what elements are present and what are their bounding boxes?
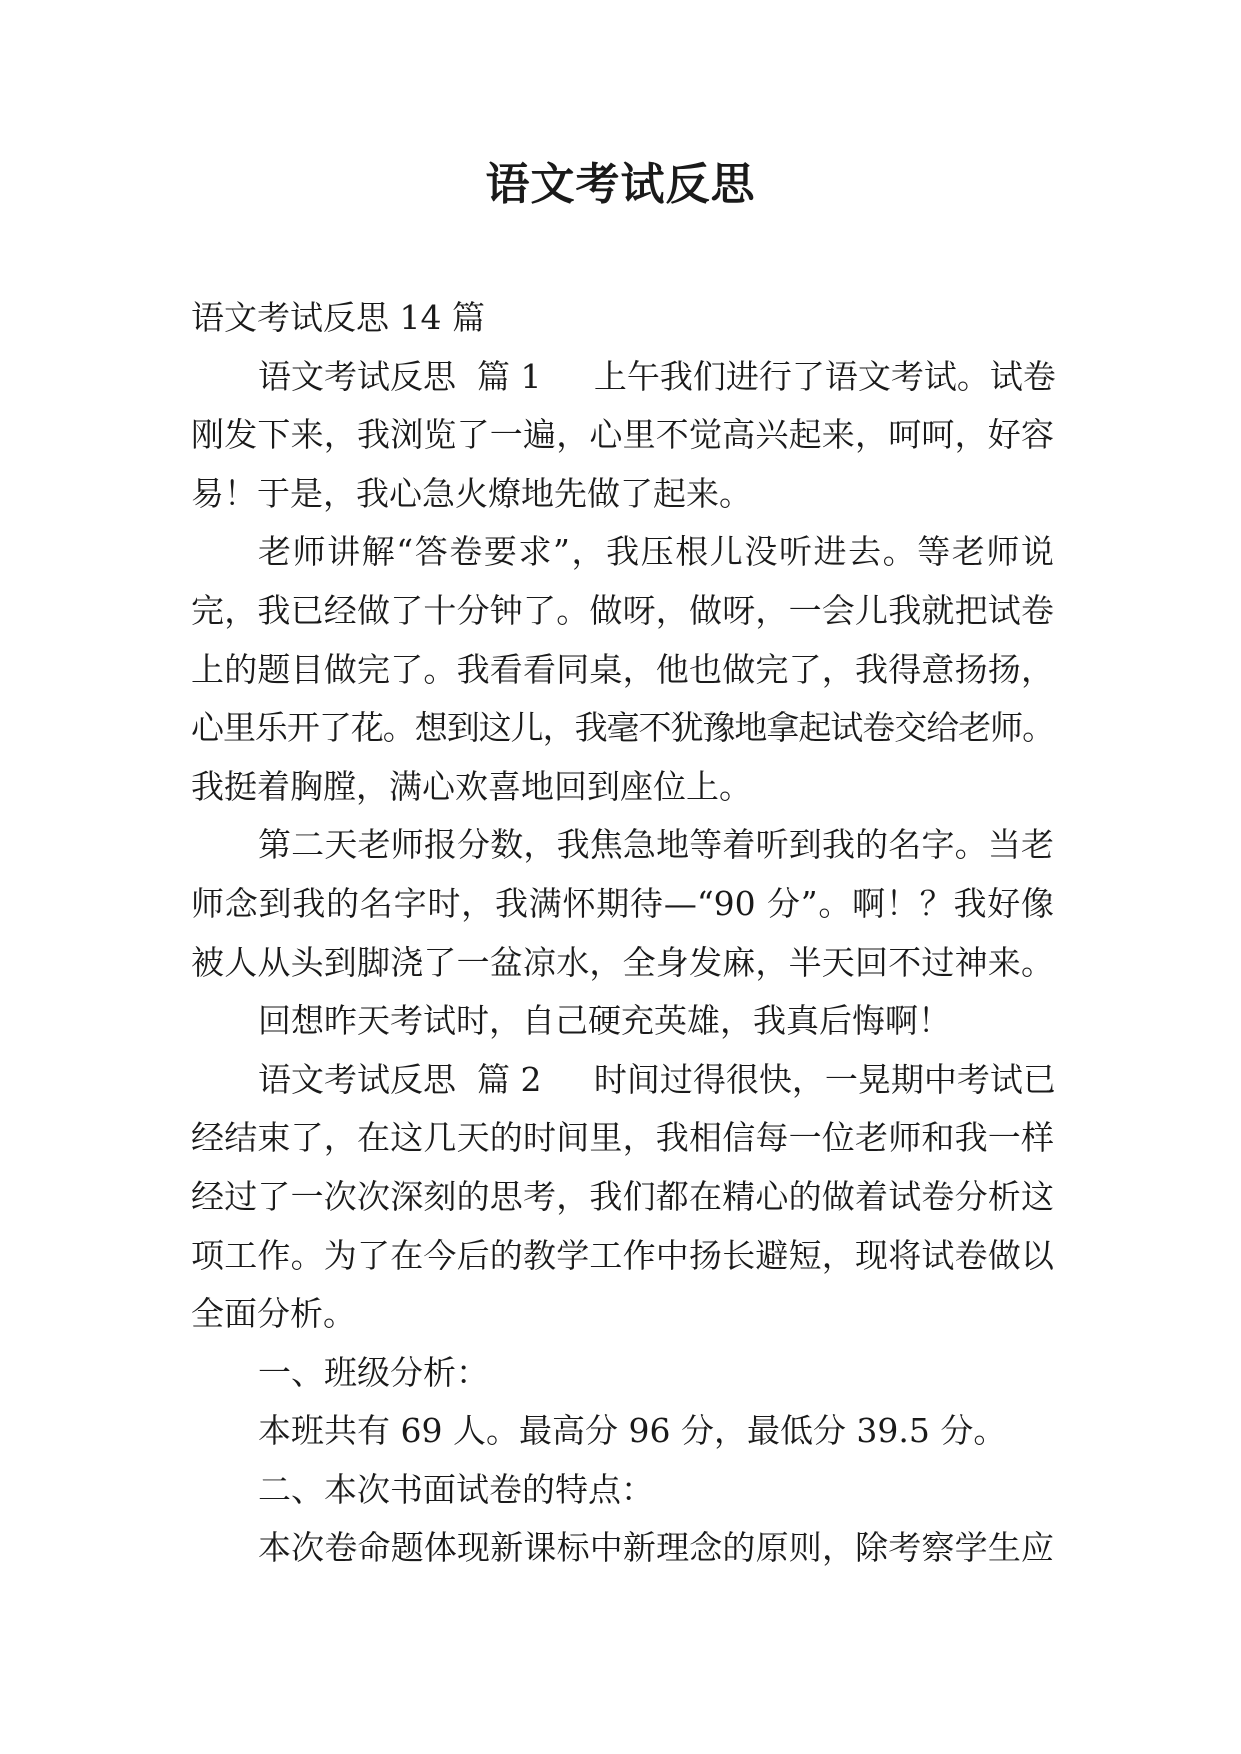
paragraph-line: 上的题目做完了。我看看同桌，他也做完了，我得意扬扬， bbox=[191, 649, 1054, 689]
section-heading: 二、本次书面试卷的特点： bbox=[258, 1469, 654, 1509]
paragraph bbox=[191, 1519, 1054, 1578]
paragraph-line: 本班共有 69 人。最高分 96 分，最低分 39.5 分。 bbox=[258, 1411, 1007, 1451]
paragraph-line: 心里乐开了花。想到这儿，我毫不犹豫地拿起试卷交给老师。 bbox=[191, 708, 1054, 748]
paragraph bbox=[191, 1344, 1054, 1403]
paragraph bbox=[191, 992, 1054, 1051]
document-title: 语文考试反思 bbox=[485, 159, 756, 210]
paragraph-line: 刚发下来，我浏览了一遍，心里不觉高兴起来，呵呵，好容 bbox=[191, 415, 1054, 455]
document-body bbox=[191, 289, 1054, 1578]
section-heading: 一、班级分析： bbox=[258, 1352, 489, 1392]
paragraph bbox=[191, 348, 1054, 524]
paragraph bbox=[191, 1051, 1054, 1344]
paragraph-line: 语文考试反思 篇 1 上午我们进行了语文考试。试卷 bbox=[258, 356, 1056, 396]
paragraph-line: 语文考试反思 篇 2 时间过得很快，一晃期中考试已 bbox=[258, 1059, 1056, 1099]
paragraph-line: 第二天老师报分数，我焦急地等着听到我的名字。当老 bbox=[258, 825, 1054, 865]
paragraph-line: 被人从头到脚浇了一盆凉水，全身发麻，半天回不过神来。 bbox=[191, 942, 1054, 982]
paragraph bbox=[191, 816, 1054, 992]
paragraph bbox=[191, 523, 1054, 816]
paragraph-line: 经过了一次次深刻的思考，我们都在精心的做着试卷分析这 bbox=[191, 1176, 1054, 1216]
paragraph-line: 老师讲解“答卷要求”，我压根儿没听进去。等老师说 bbox=[258, 532, 1054, 572]
paragraph-line: 易！于是，我心急火燎地先做了起来。 bbox=[191, 473, 752, 513]
paragraph bbox=[191, 1402, 1054, 1461]
paragraph-line: 我挺着胸膛，满心欢喜地回到座位上。 bbox=[191, 766, 752, 806]
paragraph-line: 回想昨天考试时，自己硬充英雄，我真后悔啊！ bbox=[258, 1001, 951, 1041]
paragraph-line: 师念到我的名字时，我满怀期待—“90 分”。啊！？我好像 bbox=[191, 883, 1054, 923]
paragraph-line: 全面分析。 bbox=[191, 1294, 356, 1334]
paragraph-line: 完，我已经做了十分钟了。做呀，做呀，一会儿我就把试卷 bbox=[191, 590, 1054, 630]
paragraph-line: 本次卷命题体现新课标中新理念的原则，除考察学生应 bbox=[258, 1528, 1054, 1568]
paragraph-line: 项工作。为了在今后的教学工作中扬长避短，现将试卷做以 bbox=[191, 1235, 1054, 1275]
document-heading: 语文考试反思 14 篇 bbox=[191, 298, 485, 337]
paragraph-line: 经结束了，在这几天的时间里，我相信每一位老师和我一样 bbox=[191, 1118, 1054, 1158]
paragraph bbox=[191, 1461, 1054, 1520]
